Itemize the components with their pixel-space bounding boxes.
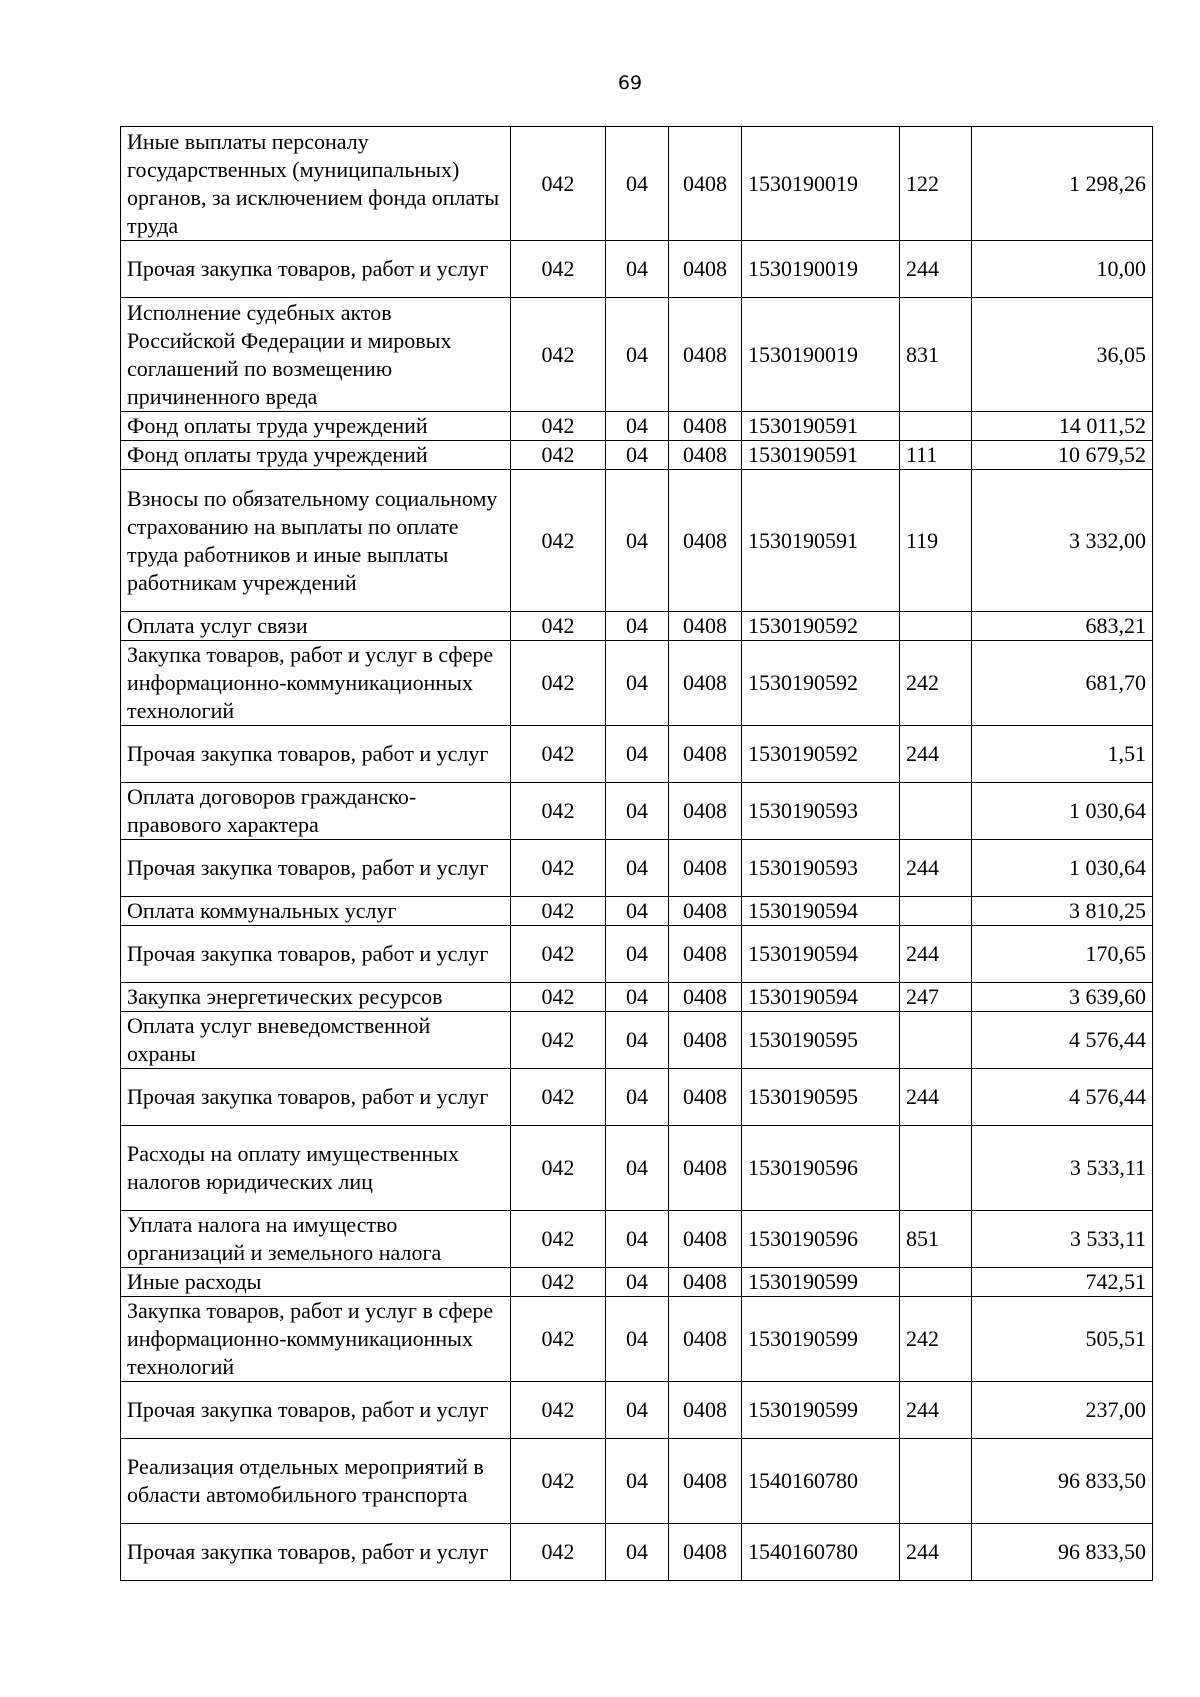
amount: 96 833,50 xyxy=(972,1439,1153,1524)
section-code: 04 xyxy=(606,840,669,897)
department-code: 042 xyxy=(511,641,606,726)
expense-type-code: 244 xyxy=(900,1069,972,1126)
expense-name: Фонд оплаты труда учреждений xyxy=(121,412,511,441)
subsection-code: 0408 xyxy=(669,1382,742,1439)
section-code: 04 xyxy=(606,1524,669,1581)
table-row xyxy=(121,1524,1153,1581)
amount: 170,65 xyxy=(972,926,1153,983)
target-article-code: 1530190592 xyxy=(742,641,900,726)
department-code: 042 xyxy=(511,783,606,840)
department-code: 042 xyxy=(511,1439,606,1524)
section-code: 04 xyxy=(606,1069,669,1126)
expense-name: Прочая закупка товаров, работ и услуг xyxy=(121,1524,511,1581)
expense-name: Прочая закупка товаров, работ и услуг xyxy=(121,241,511,298)
subsection-code: 0408 xyxy=(669,1069,742,1126)
department-code: 042 xyxy=(511,1126,606,1211)
section-code: 04 xyxy=(606,412,669,441)
amount: 3 810,25 xyxy=(972,897,1153,926)
department-code: 042 xyxy=(511,298,606,412)
table-row xyxy=(121,127,1153,241)
subsection-code: 0408 xyxy=(669,726,742,783)
section-code: 04 xyxy=(606,298,669,412)
expense-name: Иные расходы xyxy=(121,1268,511,1297)
department-code: 042 xyxy=(511,840,606,897)
subsection-code: 0408 xyxy=(669,840,742,897)
expense-type-code xyxy=(900,412,972,441)
amount: 1 030,64 xyxy=(972,840,1153,897)
table-row xyxy=(121,641,1153,726)
expense-name: Оплата договоров гражданско-правового характера xyxy=(121,783,511,840)
section-code: 04 xyxy=(606,1268,669,1297)
amount: 505,51 xyxy=(972,1297,1153,1382)
amount: 10,00 xyxy=(972,241,1153,298)
section-code: 04 xyxy=(606,441,669,470)
target-article-code: 1530190593 xyxy=(742,840,900,897)
target-article-code: 1530190019 xyxy=(742,298,900,412)
table-row xyxy=(121,1439,1153,1524)
expense-name: Исполнение судебных актов Российской Федерации и мировых соглашений по возмещению причиненного вреда xyxy=(121,298,511,412)
section-code: 04 xyxy=(606,612,669,641)
subsection-code: 0408 xyxy=(669,1012,742,1069)
target-article-code: 1530190599 xyxy=(742,1382,900,1439)
expense-name: Прочая закупка товаров, работ и услуг xyxy=(121,840,511,897)
expense-type-code: 122 xyxy=(900,127,972,241)
expense-type-code: 244 xyxy=(900,926,972,983)
table-row xyxy=(121,470,1153,612)
subsection-code: 0408 xyxy=(669,783,742,840)
subsection-code: 0408 xyxy=(669,897,742,926)
expense-type-code: 244 xyxy=(900,1382,972,1439)
expense-type-code: 831 xyxy=(900,298,972,412)
section-code: 04 xyxy=(606,1012,669,1069)
expense-name: Прочая закупка товаров, работ и услуг xyxy=(121,1069,511,1126)
section-code: 04 xyxy=(606,241,669,298)
subsection-code: 0408 xyxy=(669,127,742,241)
target-article-code: 1530190019 xyxy=(742,241,900,298)
table-row xyxy=(121,840,1153,897)
department-code: 042 xyxy=(511,412,606,441)
target-article-code: 1530190596 xyxy=(742,1126,900,1211)
table-row xyxy=(121,1211,1153,1268)
table-row xyxy=(121,783,1153,840)
subsection-code: 0408 xyxy=(669,1439,742,1524)
table-row xyxy=(121,726,1153,783)
amount: 3 332,00 xyxy=(972,470,1153,612)
amount: 10 679,52 xyxy=(972,441,1153,470)
expense-name: Расходы на оплату имущественных налогов юридических лиц xyxy=(121,1126,511,1211)
subsection-code: 0408 xyxy=(669,1268,742,1297)
expense-type-code: 244 xyxy=(900,241,972,298)
table-row xyxy=(121,298,1153,412)
table-row xyxy=(121,926,1153,983)
table-row xyxy=(121,1268,1153,1297)
target-article-code: 1530190599 xyxy=(742,1268,900,1297)
amount: 1,51 xyxy=(972,726,1153,783)
expense-name: Закупка товаров, работ и услуг в сфере информационно-коммуникационных технологий xyxy=(121,641,511,726)
department-code: 042 xyxy=(511,1069,606,1126)
subsection-code: 0408 xyxy=(669,1297,742,1382)
expense-type-code xyxy=(900,1268,972,1297)
section-code: 04 xyxy=(606,641,669,726)
amount: 683,21 xyxy=(972,612,1153,641)
section-code: 04 xyxy=(606,983,669,1012)
target-article-code: 1530190594 xyxy=(742,983,900,1012)
amount: 36,05 xyxy=(972,298,1153,412)
amount: 3 533,11 xyxy=(972,1211,1153,1268)
expense-name: Фонд оплаты труда учреждений xyxy=(121,441,511,470)
department-code: 042 xyxy=(511,926,606,983)
target-article-code: 1530190591 xyxy=(742,412,900,441)
department-code: 042 xyxy=(511,241,606,298)
amount: 3 533,11 xyxy=(972,1126,1153,1211)
expense-type-code: 242 xyxy=(900,641,972,726)
section-code: 04 xyxy=(606,470,669,612)
subsection-code: 0408 xyxy=(669,641,742,726)
subsection-code: 0408 xyxy=(669,1126,742,1211)
expense-name: Оплата коммунальных услуг xyxy=(121,897,511,926)
target-article-code: 1530190591 xyxy=(742,470,900,612)
subsection-code: 0408 xyxy=(669,983,742,1012)
target-article-code: 1530190595 xyxy=(742,1012,900,1069)
department-code: 042 xyxy=(511,1211,606,1268)
section-code: 04 xyxy=(606,897,669,926)
table-row xyxy=(121,897,1153,926)
expense-type-code xyxy=(900,1126,972,1211)
target-article-code: 1530190596 xyxy=(742,1211,900,1268)
expense-name: Оплата услуг связи xyxy=(121,612,511,641)
target-article-code: 1530190594 xyxy=(742,926,900,983)
expense-type-code: 242 xyxy=(900,1297,972,1382)
amount: 4 576,44 xyxy=(972,1069,1153,1126)
amount: 1 298,26 xyxy=(972,127,1153,241)
target-article-code: 1530190019 xyxy=(742,127,900,241)
section-code: 04 xyxy=(606,783,669,840)
target-article-code: 1530190595 xyxy=(742,1069,900,1126)
expense-type-code xyxy=(900,783,972,840)
expense-type-code: 119 xyxy=(900,470,972,612)
page-number: 69 xyxy=(617,72,643,94)
budget-table xyxy=(120,126,1153,1581)
table-row xyxy=(121,612,1153,641)
target-article-code: 1530190599 xyxy=(742,1297,900,1382)
expense-name: Прочая закупка товаров, работ и услуг xyxy=(121,1382,511,1439)
department-code: 042 xyxy=(511,441,606,470)
expense-type-code xyxy=(900,897,972,926)
expense-name: Закупка товаров, работ и услуг в сфере информационно-коммуникационных технологий xyxy=(121,1297,511,1382)
subsection-code: 0408 xyxy=(669,1211,742,1268)
amount: 742,51 xyxy=(972,1268,1153,1297)
target-article-code: 1540160780 xyxy=(742,1439,900,1524)
expense-type-code: 851 xyxy=(900,1211,972,1268)
target-article-code: 1530190591 xyxy=(742,441,900,470)
department-code: 042 xyxy=(511,983,606,1012)
table-row xyxy=(121,1069,1153,1126)
expense-name: Прочая закупка товаров, работ и услуг xyxy=(121,726,511,783)
subsection-code: 0408 xyxy=(669,1524,742,1581)
department-code: 042 xyxy=(511,1524,606,1581)
subsection-code: 0408 xyxy=(669,926,742,983)
expense-type-code: 244 xyxy=(900,726,972,783)
expense-name: Реализация отдельных мероприятий в области автомобильного транспорта xyxy=(121,1439,511,1524)
table-row xyxy=(121,1382,1153,1439)
expense-name: Прочая закупка товаров, работ и услуг xyxy=(121,926,511,983)
expense-type-code xyxy=(900,1439,972,1524)
department-code: 042 xyxy=(511,612,606,641)
section-code: 04 xyxy=(606,1297,669,1382)
amount: 96 833,50 xyxy=(972,1524,1153,1581)
expense-type-code xyxy=(900,612,972,641)
subsection-code: 0408 xyxy=(669,470,742,612)
table-row xyxy=(121,412,1153,441)
target-article-code: 1530190592 xyxy=(742,726,900,783)
department-code: 042 xyxy=(511,1268,606,1297)
department-code: 042 xyxy=(511,470,606,612)
table-row xyxy=(121,983,1153,1012)
department-code: 042 xyxy=(511,1297,606,1382)
department-code: 042 xyxy=(511,1012,606,1069)
section-code: 04 xyxy=(606,1126,669,1211)
amount: 14 011,52 xyxy=(972,412,1153,441)
amount: 681,70 xyxy=(972,641,1153,726)
table-row xyxy=(121,1297,1153,1382)
table-row xyxy=(121,441,1153,470)
department-code: 042 xyxy=(511,1382,606,1439)
section-code: 04 xyxy=(606,127,669,241)
expense-type-code: 244 xyxy=(900,840,972,897)
table-body xyxy=(121,127,1153,1581)
expense-type-code xyxy=(900,1012,972,1069)
section-code: 04 xyxy=(606,726,669,783)
department-code: 042 xyxy=(511,897,606,926)
amount: 4 576,44 xyxy=(972,1012,1153,1069)
target-article-code: 1530190594 xyxy=(742,897,900,926)
subsection-code: 0408 xyxy=(669,441,742,470)
expense-name: Взносы по обязательному социальному страхованию на выплаты по оплате труда работников и иные выплаты работникам учреждений xyxy=(121,470,511,612)
amount: 237,00 xyxy=(972,1382,1153,1439)
expense-name: Оплата услуг вневедомственной охраны xyxy=(121,1012,511,1069)
subsection-code: 0408 xyxy=(669,412,742,441)
subsection-code: 0408 xyxy=(669,241,742,298)
subsection-code: 0408 xyxy=(669,298,742,412)
department-code: 042 xyxy=(511,127,606,241)
expense-name: Закупка энергетических ресурсов xyxy=(121,983,511,1012)
expense-name: Иные выплаты персоналу государственных (муниципальных) органов, за исключением фонда оплаты труда xyxy=(121,127,511,241)
target-article-code: 1540160780 xyxy=(742,1524,900,1581)
target-article-code: 1530190592 xyxy=(742,612,900,641)
expense-type-code: 244 xyxy=(900,1524,972,1581)
subsection-code: 0408 xyxy=(669,612,742,641)
section-code: 04 xyxy=(606,1439,669,1524)
amount: 3 639,60 xyxy=(972,983,1153,1012)
amount: 1 030,64 xyxy=(972,783,1153,840)
table-row xyxy=(121,1126,1153,1211)
table-row xyxy=(121,1012,1153,1069)
section-code: 04 xyxy=(606,1211,669,1268)
expense-name: Уплата налога на имущество организаций и земельного налога xyxy=(121,1211,511,1268)
section-code: 04 xyxy=(606,1382,669,1439)
section-code: 04 xyxy=(606,926,669,983)
table-row xyxy=(121,241,1153,298)
expense-type-code: 111 xyxy=(900,441,972,470)
target-article-code: 1530190593 xyxy=(742,783,900,840)
department-code: 042 xyxy=(511,726,606,783)
expense-type-code: 247 xyxy=(900,983,972,1012)
